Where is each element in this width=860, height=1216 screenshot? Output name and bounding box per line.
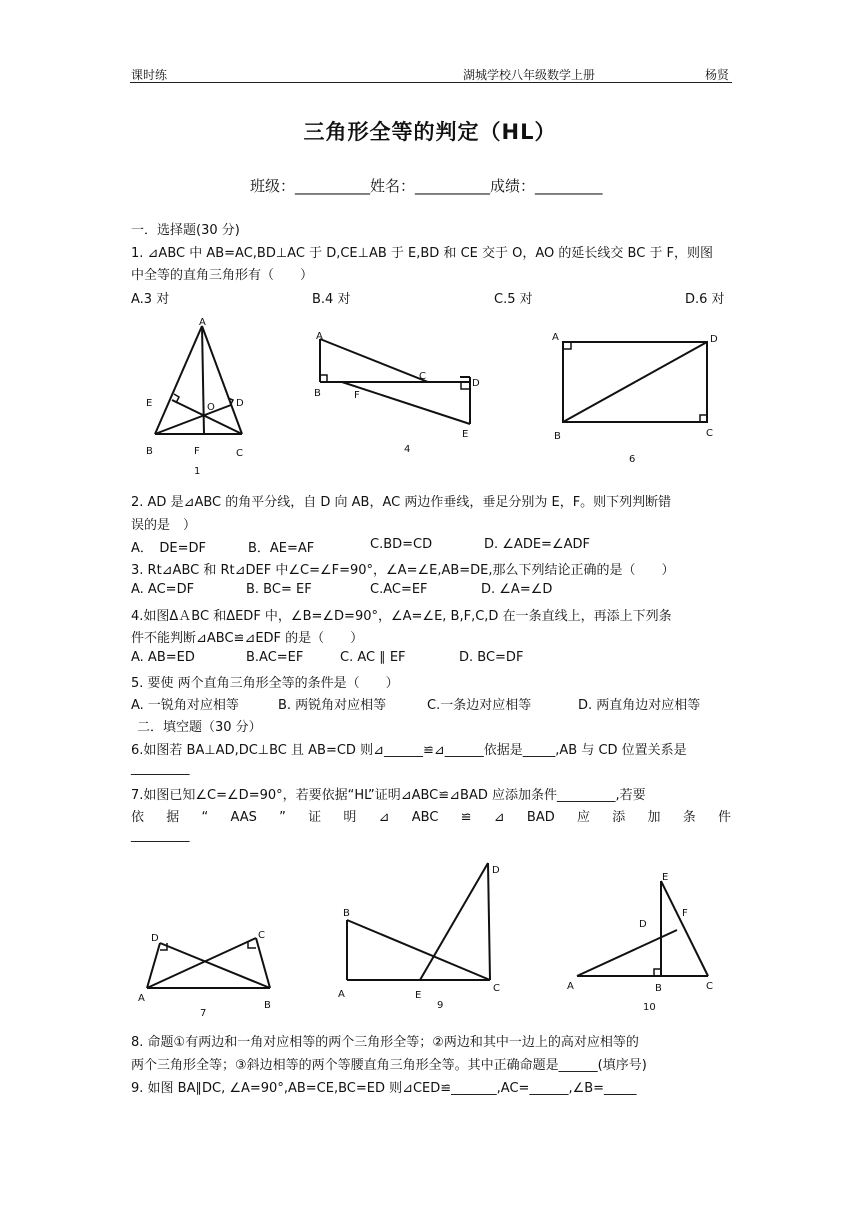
fig1-label-b: B <box>146 446 153 457</box>
fig4-label-b: B <box>314 388 321 399</box>
q5-option-b: B. 两锐角对应相等 <box>278 698 387 713</box>
q4-line1: 4.如图ΔＡBC 和ΔEDF 中，∠B=∠D=90°，∠A=∠E, B,F,C,D 在一条直线上，再添上下列条 <box>131 609 672 624</box>
q7-line2: 依 据 “ AAS ” 证 明 ⊿ ABC ≌ ⊿ BAD 应 添 加 条 件 <box>131 810 731 825</box>
header-middle: 湖城学校八年级数学上册 <box>463 68 596 82</box>
q4-option-b: B.AC=EF <box>246 650 304 665</box>
fig10-label-c: C <box>706 981 713 992</box>
q5-option-c: C.一条边对应相等 <box>427 698 532 713</box>
middle-figures <box>130 858 740 1020</box>
fig1-label-e: E <box>146 398 153 409</box>
fig1-label-o: O <box>207 402 215 413</box>
q1-option-d: D.6 对 <box>685 292 725 307</box>
fig7-caption: 7 <box>200 1008 207 1019</box>
fig9-label-d: D <box>492 865 500 876</box>
q1-line2: 中全等的直角三角形有（ ） <box>131 268 314 283</box>
top-figures <box>130 312 740 482</box>
fig9-label-c: C <box>493 983 500 994</box>
fig7-label-d: D <box>151 933 159 944</box>
fig9-caption: 9 <box>437 1000 444 1011</box>
fig4-label-d: D <box>472 378 480 389</box>
q4-option-d: D. BC=DF <box>459 650 524 665</box>
fig1-label-a: A <box>199 317 206 328</box>
q2-option-d: D. ∠ADE=∠ADF <box>484 537 590 552</box>
fig4-label-f: F <box>354 390 360 401</box>
section1-heading: 一．选择题(30 分) <box>131 223 240 238</box>
fig1-label-c: C <box>236 448 243 459</box>
fig4-label-a: A <box>316 331 323 342</box>
fig7-label-b: B <box>264 1000 271 1011</box>
fig9-label-a: A <box>338 989 345 1000</box>
q3-line1: 3. Rt⊿ABC 和 Rt⊿DEF 中∠C=∠F=90°，∠A=∠E,AB=DE,那么下列结论正确的是（ ） <box>131 563 675 578</box>
q4-option-c: C. AC ∥ EF <box>340 650 406 665</box>
page-title: 三角形全等的判定（HL） <box>303 120 557 144</box>
fig6-caption: 6 <box>629 454 636 465</box>
q6-line1: 6.如图若 BA⊥AD,DC⊥BC 且 AB=CD 则⊿______≌⊿______依据是_____,AB 与 CD 位置关系是 <box>131 743 687 758</box>
q3-option-a: A. AC=DF <box>131 582 195 597</box>
q5-line1: 5. 要使 两个直角三角形全等的条件是（ ） <box>131 676 399 691</box>
fig6-label-b: B <box>554 431 561 442</box>
fig7-label-a: A <box>138 993 145 1004</box>
q8-line1: 8. 命题①有两边和一角对应相等的两个三角形全等；②两边和其中一边上的高对应相等的 <box>131 1035 639 1050</box>
fig4-caption: 4 <box>404 444 411 455</box>
q5-option-d: D. 两直角边对应相等 <box>578 698 701 713</box>
q2-line2: 误的是 ） <box>131 518 197 533</box>
fig7-label-c: C <box>258 930 265 941</box>
fig6-label-d: D <box>710 334 718 345</box>
fig1-caption: 1 <box>194 466 201 477</box>
q2-option-a: A． DE=DF <box>131 541 206 556</box>
q1-option-a: A.3 对 <box>131 292 170 307</box>
fig10-label-d: D <box>639 919 647 930</box>
figure-9 <box>347 863 490 980</box>
fig10-label-e: E <box>662 872 669 883</box>
fig6-label-c: C <box>706 428 713 439</box>
q3-option-b: B. BC= EF <box>246 582 312 597</box>
fig10-label-f: F <box>682 908 688 919</box>
q1-option-b: B.4 对 <box>312 292 351 307</box>
q1-line1: 1. ⊿ABC 中 AB=AC,BD⊥AC 于 D,CE⊥AB 于 E,BD 和 CE 交于 O，AO 的延长线交 BC 于 F，则图 <box>131 246 714 261</box>
fig10-label-a: A <box>567 981 574 992</box>
figure-1 <box>155 326 242 434</box>
fig4-label-e: E <box>462 429 469 440</box>
figure-4 <box>320 339 470 424</box>
q5-option-a: A. 一锐角对应相等 <box>131 698 239 713</box>
q6-line2: _________ <box>131 761 190 776</box>
student-info-line: 班级：__________姓名：__________成绩：_________ <box>250 177 603 195</box>
q4-option-a: A. AB=ED <box>131 650 195 665</box>
q1-option-c: C.5 对 <box>494 292 533 307</box>
q9-line1: 9. 如图 BA∥DC, ∠A=90°,AB=CE,BC=ED 则⊿CED≌_______,AC=______,∠B=_____ <box>131 1081 637 1096</box>
q4-line2: 件不能判断⊿ABC≌⊿EDF 的是（ ） <box>131 631 364 646</box>
figure-6 <box>563 342 707 422</box>
q2-line1: 2. AD 是⊿ABC 的角平分线，自 D 向 AB，AC 两边作垂线，垂足分别为 E，F。则下列判断错 <box>131 495 672 510</box>
q3-option-c: C.AC=EF <box>370 582 428 597</box>
fig6-label-a: A <box>552 332 559 343</box>
q7-line3: _________ <box>131 828 190 843</box>
fig1-label-f: F <box>194 446 200 457</box>
q2-option-c: C.BD=CD <box>370 537 433 552</box>
fig9-label-b: B <box>343 908 350 919</box>
figure-7 <box>147 938 270 988</box>
header-right: 杨贤 <box>705 68 730 82</box>
q2-option-b: B．AE=AF <box>248 541 315 556</box>
header-left: 课时练 <box>131 68 168 82</box>
fig4-label-c: C <box>419 371 426 382</box>
header-rule <box>130 82 732 83</box>
q8-line2: 两个三角形全等；③斜边相等的两个等腰直角三角形全等。其中正确命题是______(填序号) <box>131 1058 647 1073</box>
q7-line1: 7.如图已知∠C=∠D=90°，若要依据“HL”证明⊿ABC≌⊿BAD 应添加条件_________,若要 <box>131 788 646 803</box>
fig1-label-d: D <box>236 398 244 409</box>
fig10-caption: 10 <box>643 1002 656 1013</box>
fig10-label-b: B <box>655 983 662 994</box>
q3-option-d: D. ∠A=∠D <box>481 582 553 597</box>
fig9-label-e: E <box>415 990 422 1001</box>
section2-heading: 二．填空题（30 分） <box>137 720 262 735</box>
